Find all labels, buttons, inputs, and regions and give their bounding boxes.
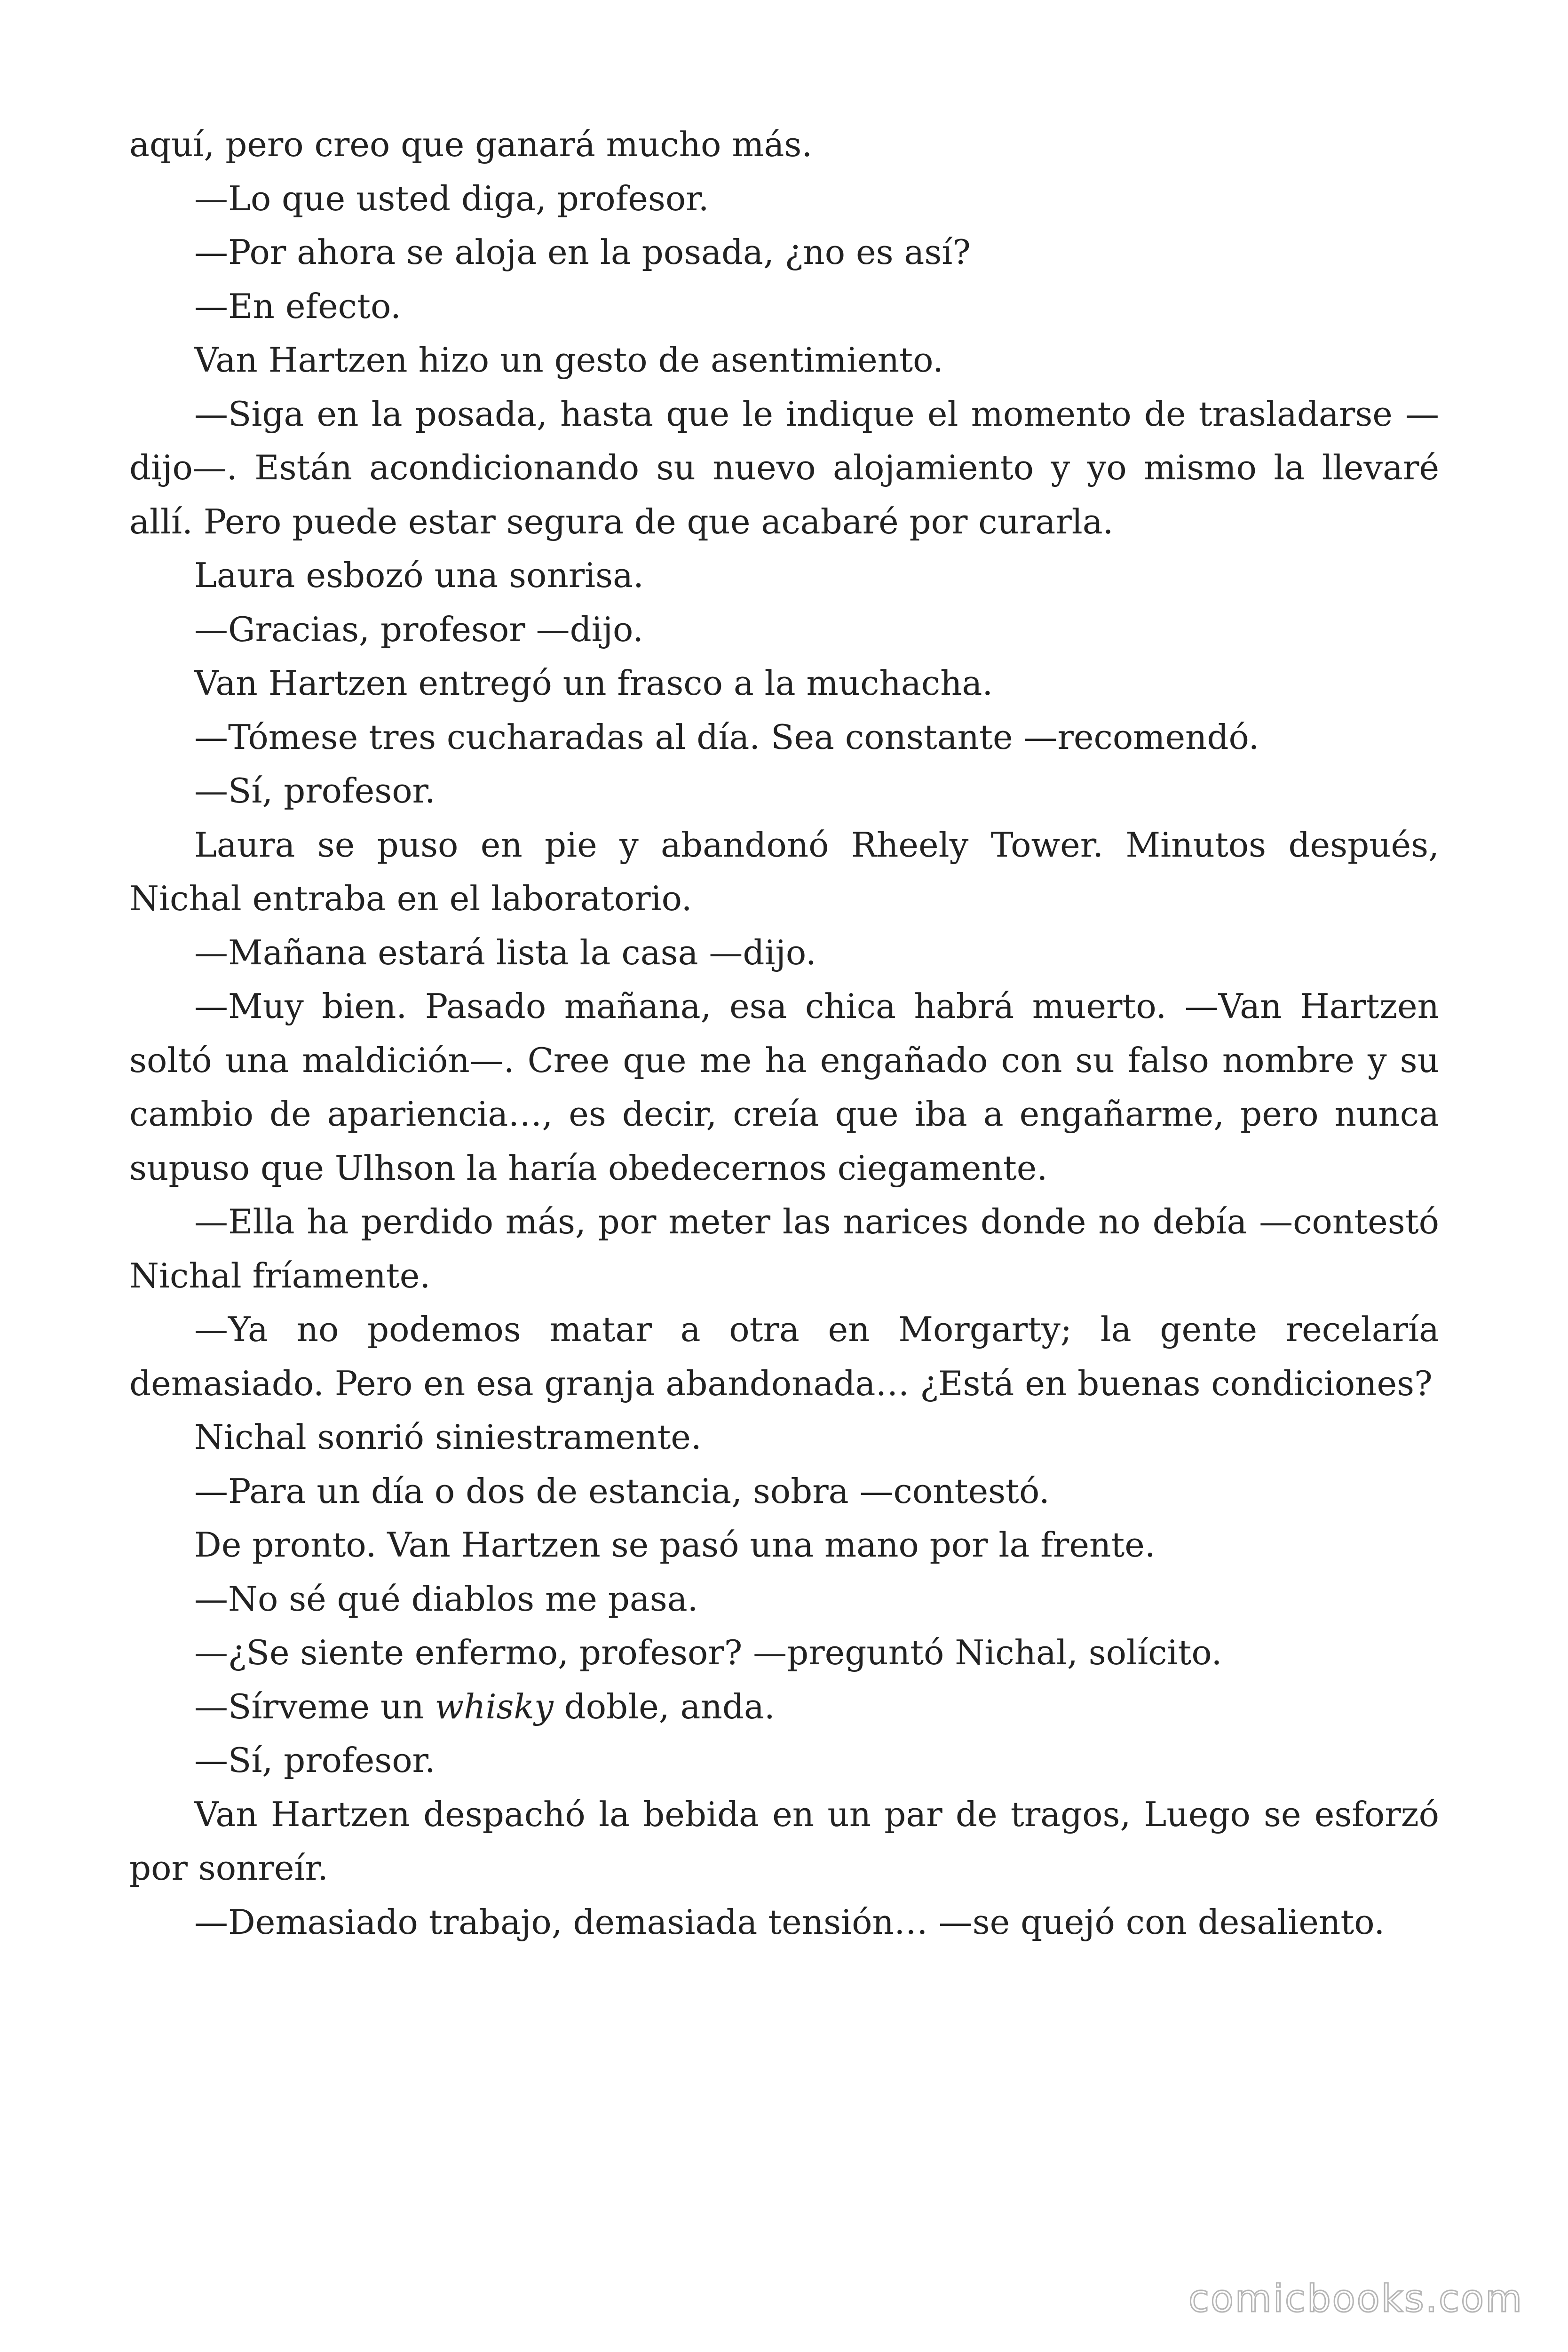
paragraph — [129, 225, 1439, 279]
paragraph — [129, 172, 1439, 226]
paragraph — [129, 1895, 1439, 1949]
page-body-text — [129, 118, 1439, 1949]
paragraph — [129, 764, 1439, 818]
paragraph-text: —¿Se siente enfermo, profesor? —preguntó Nichal, solícito. — [194, 1633, 1222, 1672]
paragraph-text: —Tómese tres cucharadas al día. Sea constante —recomendó. — [194, 717, 1259, 757]
paragraph-text: doble, anda. — [553, 1686, 775, 1726]
paragraph — [129, 818, 1439, 926]
paragraph — [129, 1195, 1439, 1303]
paragraph — [129, 1788, 1439, 1895]
paragraph — [129, 926, 1439, 980]
paragraph — [129, 1733, 1439, 1788]
paragraph — [129, 1518, 1439, 1572]
paragraph-text: —Sí, profesor. — [194, 1740, 436, 1780]
paragraph-text: —Mañana estará lista la casa —dijo. — [194, 932, 816, 972]
paragraph-text: Nichal sonrió siniestramente. — [194, 1417, 702, 1457]
paragraph-text: —Siga en la posada, hasta que le indique el momento de trasladarse —dijo—. Están acondicionando su nuevo alojamiento y yo mismo la llevaré allí. Pero puede estar segura de que acabaré por curarla. — [129, 394, 1439, 541]
paragraph-text: —Gracias, profesor —dijo. — [194, 609, 643, 649]
paragraph — [129, 1680, 1439, 1734]
paragraph-text: —Ella ha perdido más, por meter las narices donde no debía —contestó Nichal fríamente. — [129, 1202, 1439, 1295]
paragraph — [129, 979, 1439, 1195]
paragraph-text: —Muy bien. Pasado mañana, esa chica habrá muerto. —Van Hartzen soltó una maldición—. Cree que me ha engañado con su falso nombre y su cambio de apariencia…, es decir, creía que iba a engañarme, pero nunca supuso que Ulhson la haría obedecernos ciegamente. — [129, 986, 1439, 1188]
italic-text: whisky — [435, 1686, 554, 1726]
paragraph — [129, 603, 1439, 657]
paragraph-text: —No sé qué diablos me pasa. — [194, 1579, 698, 1619]
paragraph-text: —Demasiado trabajo, demasiada tensión… —se quejó con desaliento. — [194, 1902, 1385, 1942]
paragraph — [129, 1464, 1439, 1518]
paragraph — [129, 1626, 1439, 1680]
paragraph-text: —Para un día o dos de estancia, sobra —contestó. — [194, 1471, 1050, 1511]
paragraph — [129, 118, 1439, 172]
paragraph — [129, 656, 1439, 710]
paragraph-text: —Sírveme un — [194, 1686, 435, 1726]
paragraph-text: aquí, pero creo que ganará mucho más. — [129, 125, 813, 164]
paragraph — [129, 1572, 1439, 1626]
paragraph — [129, 548, 1439, 603]
paragraph-text: Van Hartzen entregó un frasco a la muchacha. — [194, 663, 993, 703]
paragraph-text: —En efecto. — [194, 286, 401, 326]
paragraph — [129, 279, 1439, 334]
paragraph — [129, 1303, 1439, 1410]
paragraph — [129, 710, 1439, 764]
paragraph-text: —Ya no podemos matar a otra en Morgarty; la gente recelaría demasiado. Pero en esa granja abandonada… ¿Está en buenas condiciones? — [129, 1310, 1439, 1403]
paragraph-text: —Lo que usted diga, profesor. — [194, 178, 709, 218]
paragraph — [129, 333, 1439, 387]
site-watermark: comicbooks.com — [1188, 2277, 1523, 2320]
paragraph — [129, 387, 1439, 549]
paragraph-text: Van Hartzen despachó la bebida en un par de tragos, Luego se esforzó por sonreír. — [129, 1794, 1439, 1888]
paragraph-text: De pronto. Van Hartzen se pasó una mano por la frente. — [194, 1525, 1156, 1565]
paragraph-text: Van Hartzen hizo un gesto de asentimiento. — [194, 340, 944, 380]
paragraph-text: —Sí, profesor. — [194, 771, 436, 810]
paragraph-text: —Por ahora se aloja en la posada, ¿no es así? — [194, 232, 971, 272]
paragraph-text: Laura esbozó una sonrisa. — [194, 556, 644, 595]
paragraph — [129, 1410, 1439, 1464]
paragraph-text: Laura se puso en pie y abandonó Rheely Tower. Minutos después, Nichal entraba en el laboratorio. — [129, 825, 1439, 918]
